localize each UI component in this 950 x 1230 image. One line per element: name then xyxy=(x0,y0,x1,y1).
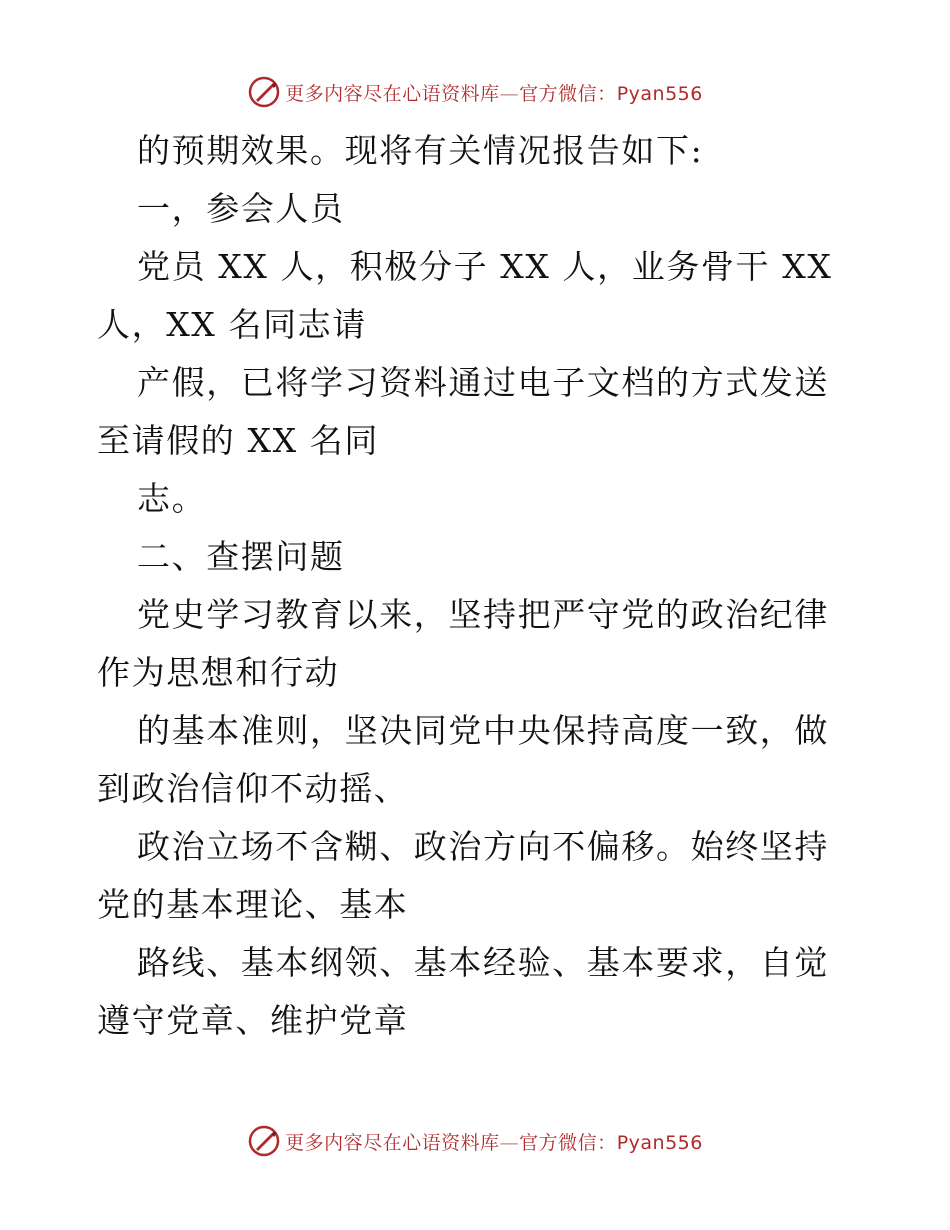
watermark-wechat-id: Pyan556 xyxy=(616,1131,703,1154)
paragraph-2: 党员 XX 人，积极分子 XX 人，业务骨干 XX 人，XX 名同志请 xyxy=(97,247,833,344)
paragraph-5: 党史学习教育以来，坚持把严守党的政治纪律作为思想和行动 xyxy=(97,595,829,692)
paragraph-7: 政治立场不含糊、政治方向不偏移。始终坚持党的基本理论、基本 xyxy=(97,827,829,924)
document-body xyxy=(97,122,857,1050)
section-heading-2: 二、查摆问题 xyxy=(137,537,345,576)
watermark-wechat-id: Pyan556 xyxy=(616,82,703,105)
watermark-site-text: 更多内容尽在心语资料库 xyxy=(285,1131,500,1154)
header-watermark xyxy=(0,72,950,112)
footer-watermark xyxy=(0,1121,950,1161)
quill-pen-logo-icon xyxy=(247,1124,281,1158)
paragraph-6: 的基本准则，坚决同党中央保持高度一致，做到政治信仰不动摇、 xyxy=(97,711,829,808)
section-heading-1: 一，参会人员 xyxy=(137,189,345,228)
paragraph-8: 路线、基本纲领、基本经验、基本要求，自觉遵守党章、维护党章 xyxy=(97,943,829,1040)
paragraph-3: 产假，已将学习资料通过电子文档的方式发送至请假的 XX 名同 xyxy=(97,363,829,460)
paragraph-4: 志。 xyxy=(137,479,207,518)
quill-pen-logo-icon xyxy=(247,75,281,109)
watermark-text xyxy=(285,1128,703,1155)
watermark-separator: — xyxy=(499,1131,520,1154)
watermark-separator: — xyxy=(499,82,520,105)
paragraph-1: 的预期效果。现将有关情况报告如下: xyxy=(137,131,704,170)
watermark-label: 官方微信： xyxy=(519,1131,617,1154)
watermark-label: 官方微信： xyxy=(519,82,617,105)
watermark-site-text: 更多内容尽在心语资料库 xyxy=(285,82,500,105)
watermark-text xyxy=(285,79,703,106)
